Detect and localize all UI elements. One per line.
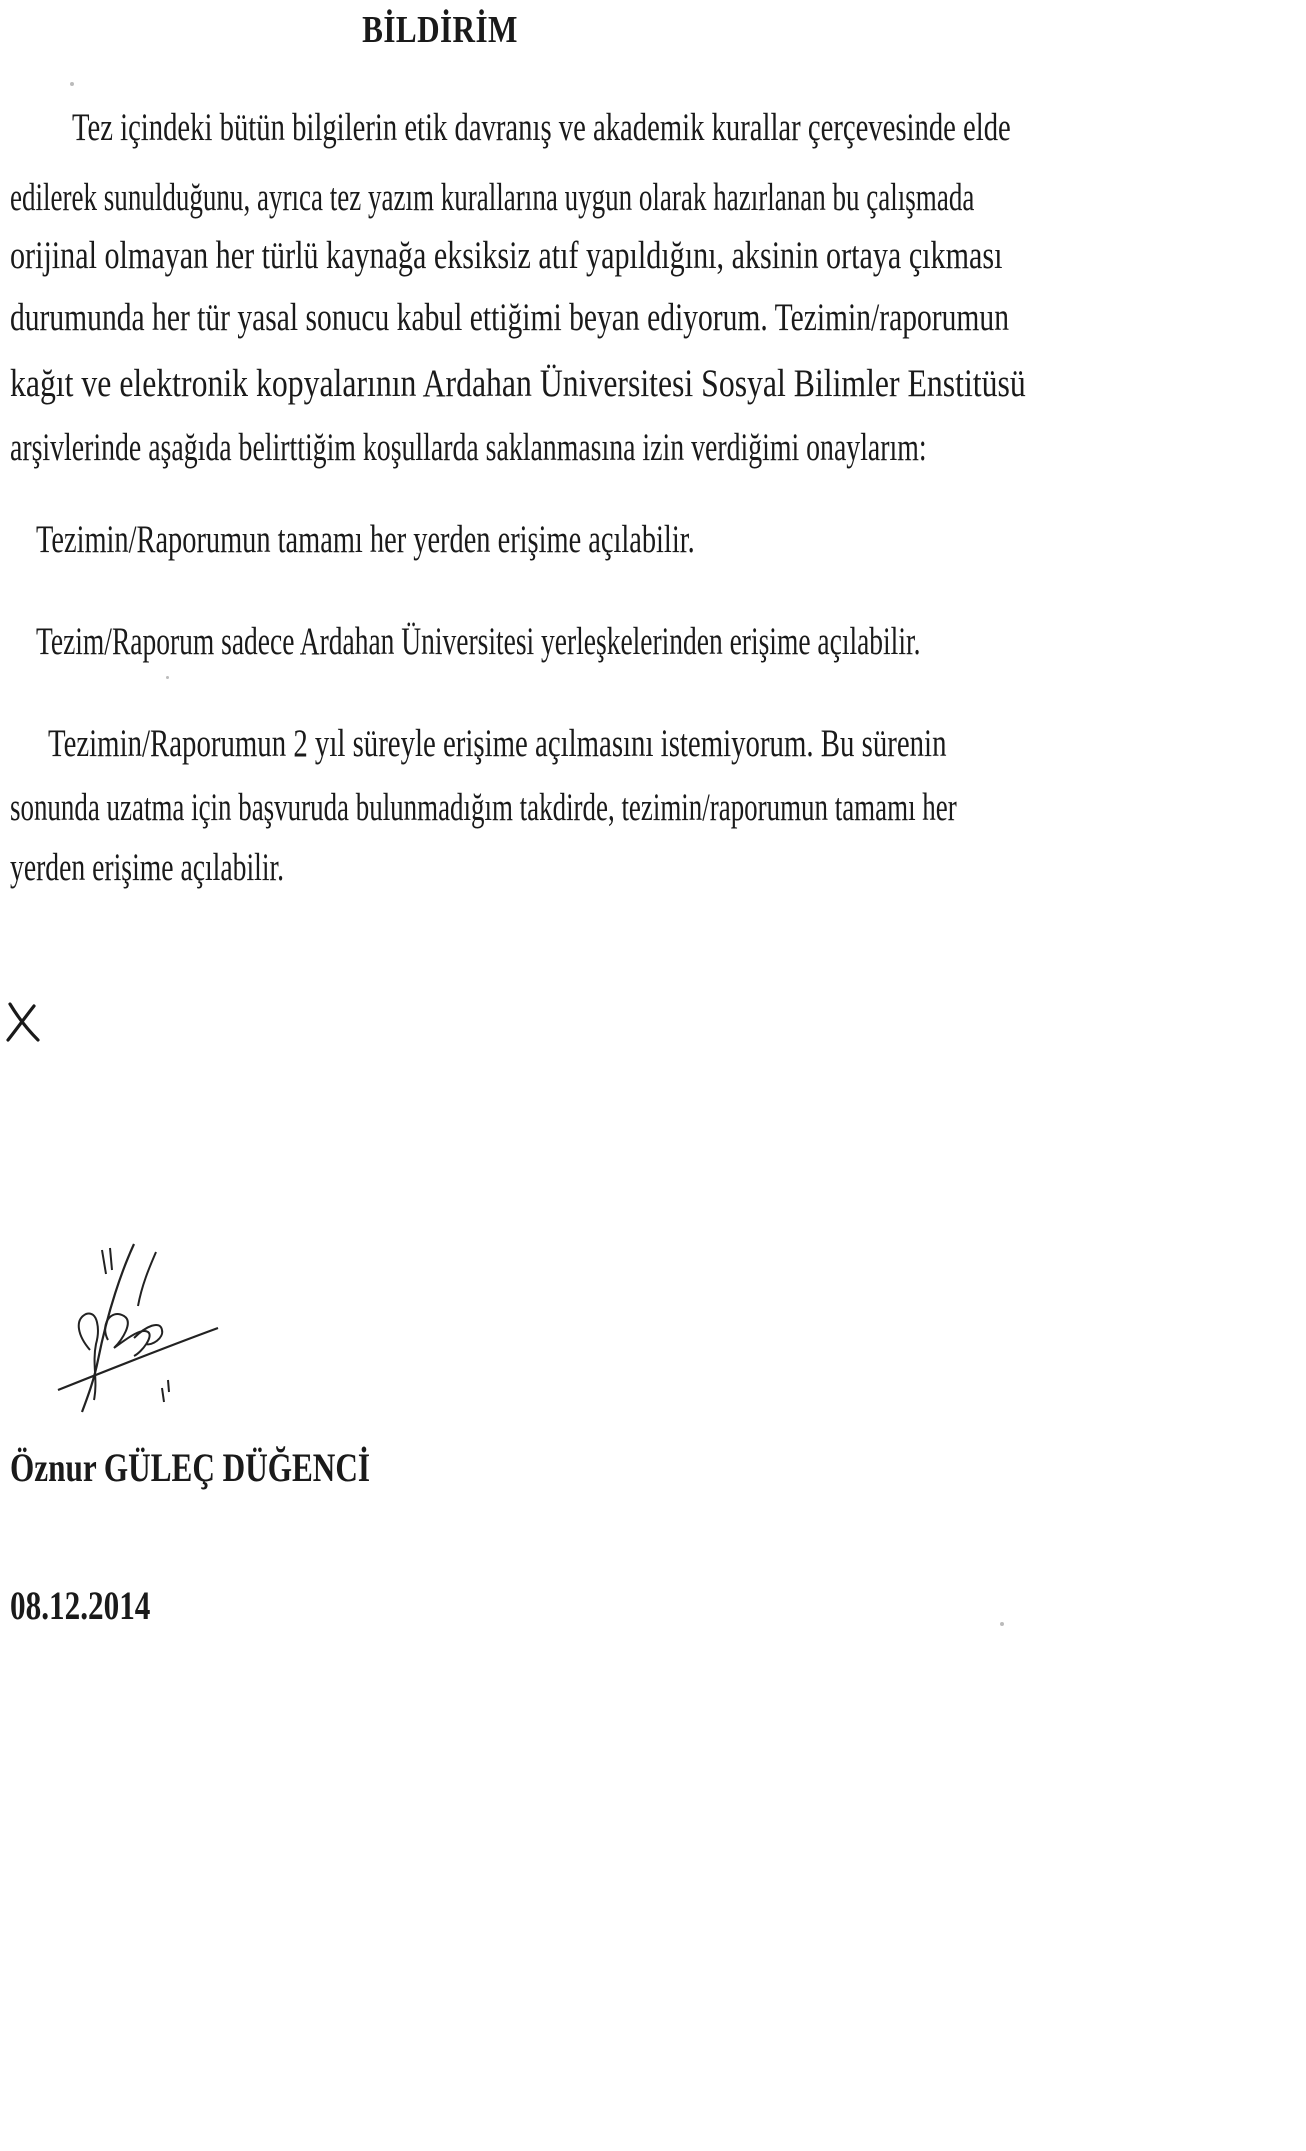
paragraph-line: edilerek sunulduğunu, ayrıca tez yazım kurallarına uygun olarak hazırlanan bu çalışmada bbox=[10, 176, 975, 219]
paragraph-line: kağıt ve elektronik kopyalarının Ardahan Üniversitesi Sosyal Bilimler Enstitüsü bbox=[10, 362, 1026, 405]
scan-speck bbox=[1000, 1622, 1004, 1626]
scan-speck bbox=[166, 676, 169, 679]
handwritten-signature bbox=[38, 1240, 228, 1420]
option-full-access: Tezimin/Raporumun tamamı her yerden erişime açılabilir. bbox=[36, 518, 695, 561]
paragraph-line: arşivlerinde aşağıda belirttiğim koşullarda saklanmasına izin verdiğimi onaylarım: bbox=[10, 426, 927, 469]
selection-x-mark-icon bbox=[4, 1000, 42, 1044]
paragraph-line: Tez içindeki bütün bilgilerin etik davranış ve akademik kurallar çerçevesinde elde bbox=[72, 106, 1011, 149]
signer-name: Öznur GÜLEÇ DÜĞENCİ bbox=[10, 1445, 371, 1490]
option-embargo-2-years: Tezimin/Raporumun 2 yıl süreyle erişime açılmasını istemiyorum. Bu sürenin bbox=[48, 722, 947, 765]
paragraph-line: durumunda her tür yasal sonucu kabul ettiğimi beyan ediyorum. Tezimin/raporumun bbox=[10, 296, 1009, 339]
scan-speck bbox=[70, 82, 74, 86]
document-title: BİLDİRİM bbox=[362, 9, 518, 51]
signature-date: 08.12.2014 bbox=[10, 1583, 151, 1628]
option-campus-only-access: Tezim/Raporum sadece Ardahan Üniversitesi yerleşkelerinden erişime açılabilir. bbox=[36, 620, 921, 663]
paragraph-line: orijinal olmayan her türlü kaynağa eksiksiz atıf yapıldığını, aksinin ortaya çıkması bbox=[10, 234, 1003, 277]
option-embargo-2-years-continued: yerden erişime açılabilir. bbox=[10, 846, 285, 889]
option-embargo-2-years-continued: sonunda uzatma için başvuruda bulunmadığım takdirde, tezimin/raporumun tamamı her bbox=[10, 786, 957, 829]
